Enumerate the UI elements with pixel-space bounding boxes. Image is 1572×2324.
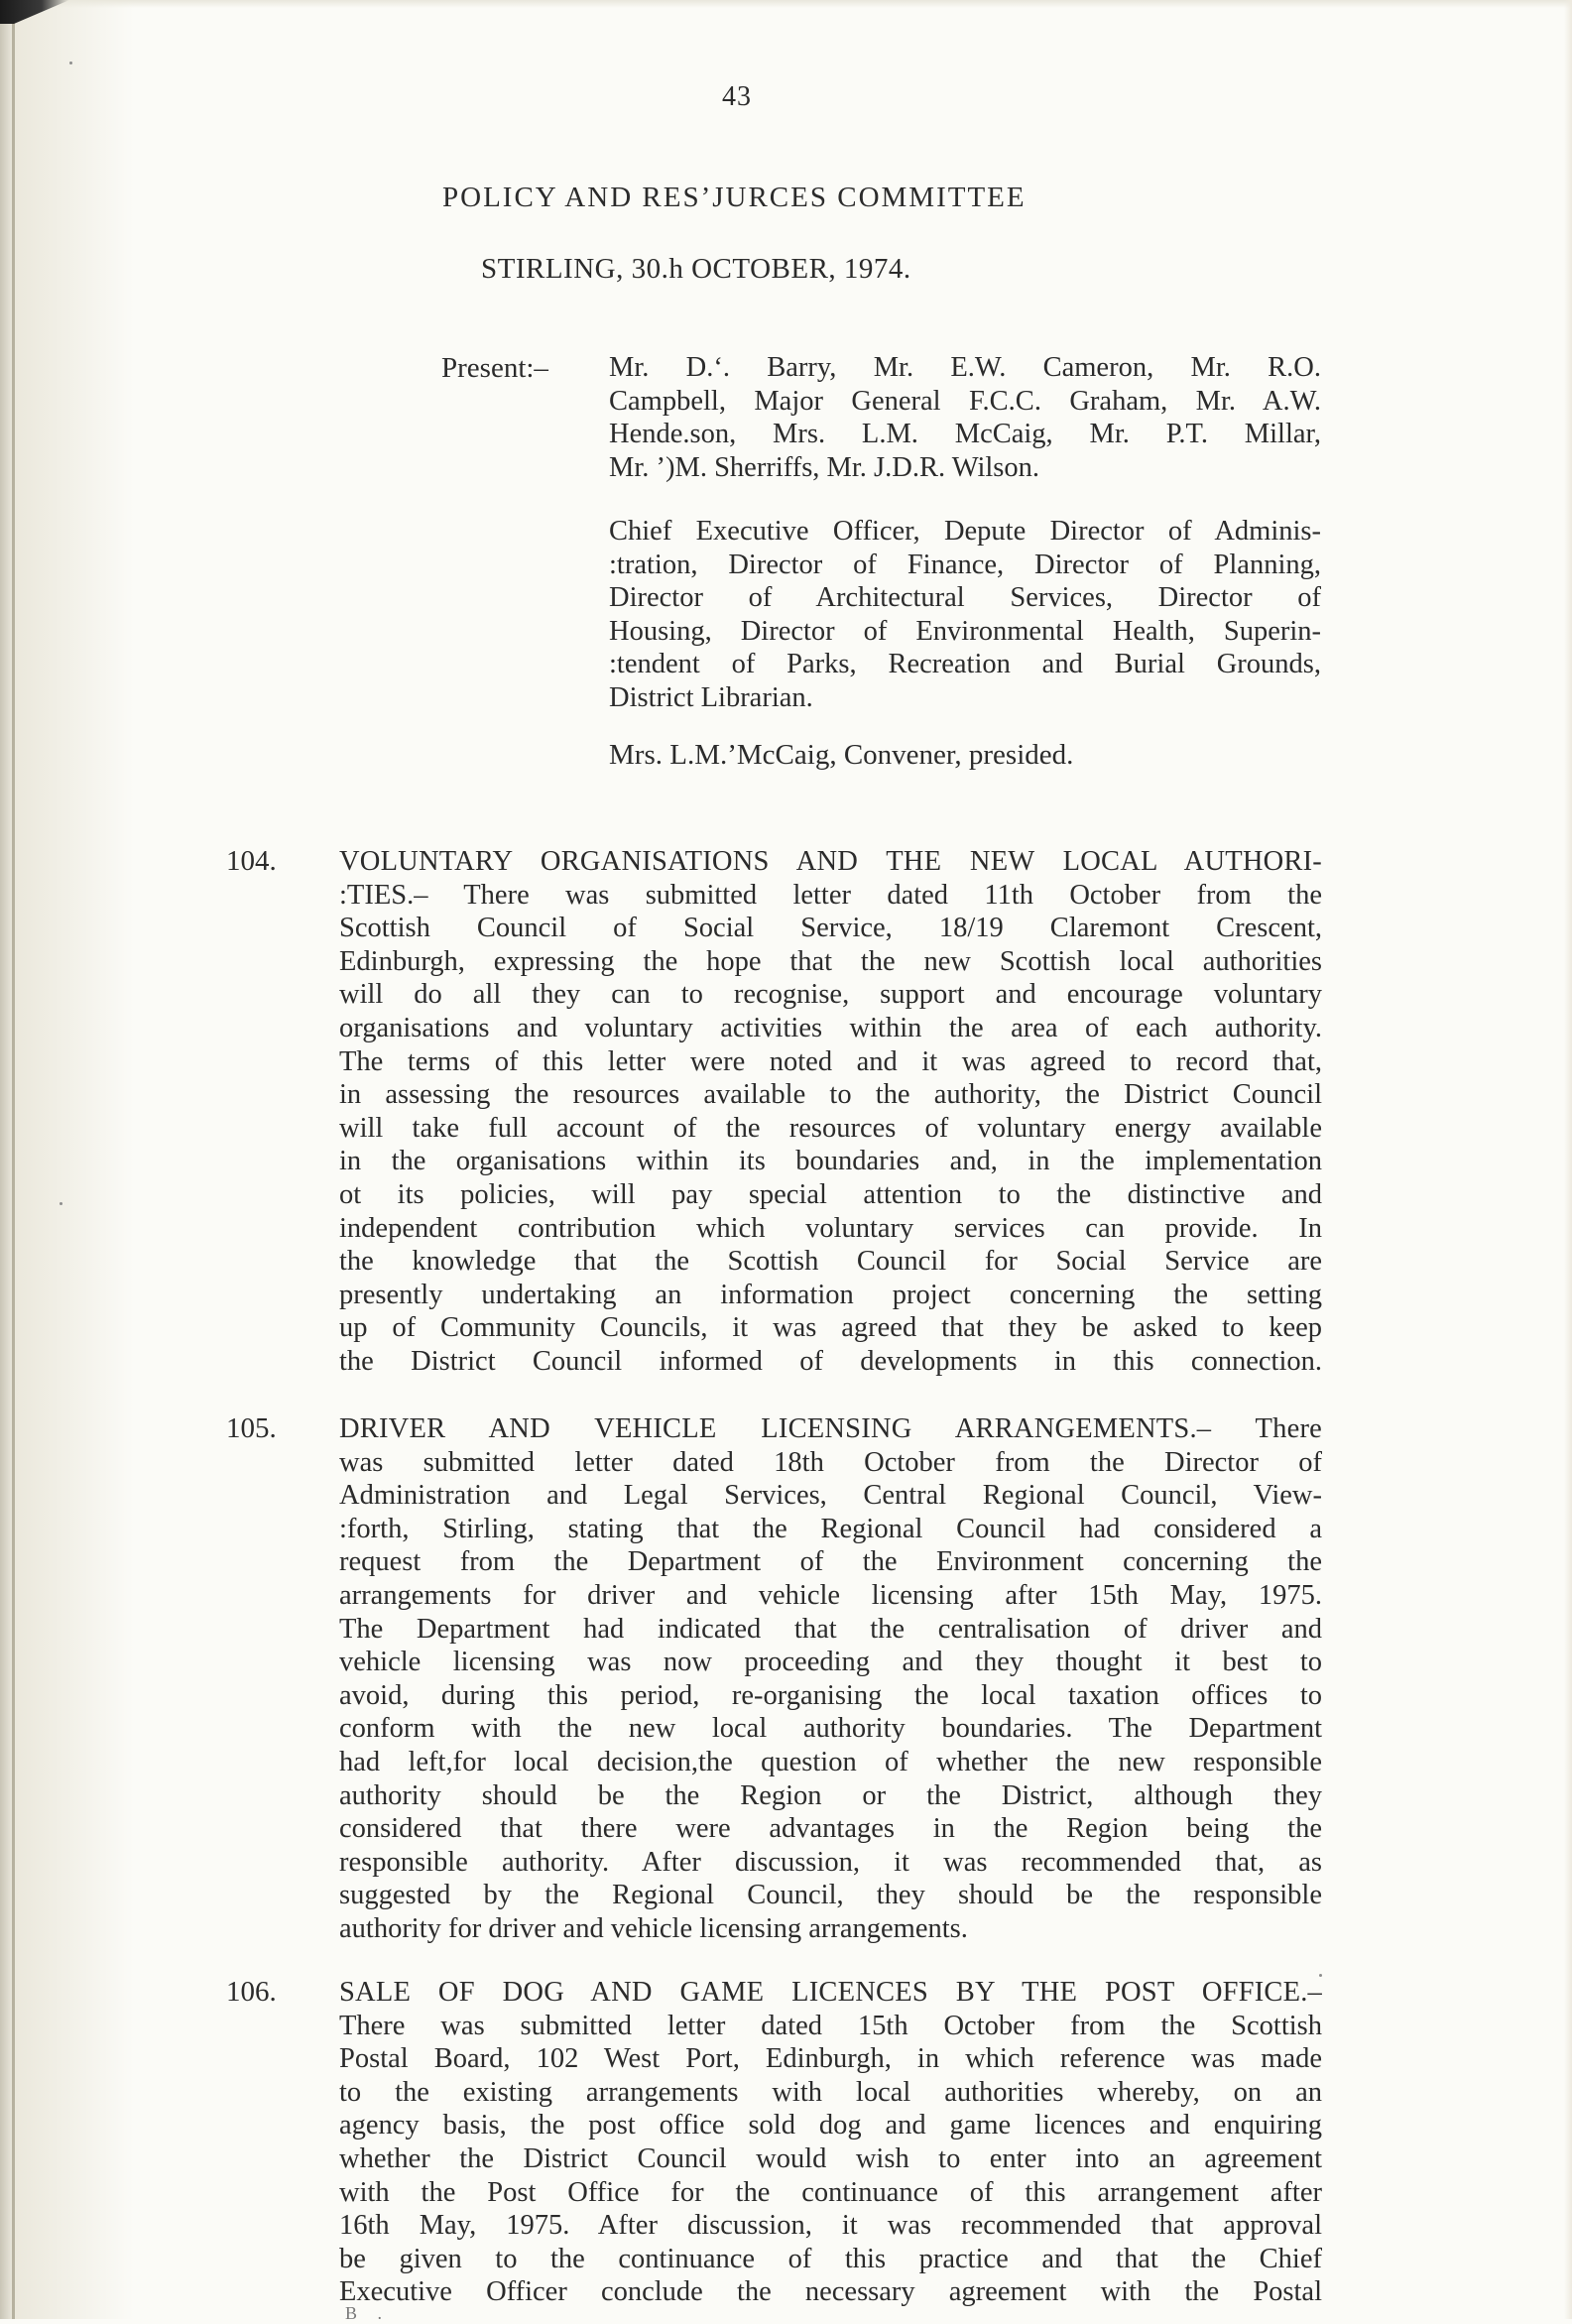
scan-speck bbox=[60, 1202, 62, 1205]
item-line: There was submitted letter dated 15th October from the Scottish bbox=[339, 2010, 1322, 2041]
scan-speck bbox=[1319, 1974, 1322, 1977]
committee-title: POLICY AND RES’JURCES COMMITTEE bbox=[442, 182, 1027, 213]
cutoff-text-fragment: B . bbox=[345, 2303, 391, 2323]
item-line: will take full account of the resources of voluntary energy available bbox=[339, 1112, 1322, 1144]
item-line: the District Council informed of developments in this connection. bbox=[339, 1345, 1322, 1377]
members-line: Mr. ’)M. Sherriffs, Mr. J.D.R. Wilson. bbox=[609, 451, 1040, 483]
item-line: :forth, Stirling, stating that the Regional Council had considered a bbox=[339, 1513, 1322, 1544]
page-number: 43 bbox=[722, 81, 752, 112]
officers-line: Housing, Director of Environmental Health, Superin- bbox=[609, 615, 1321, 647]
minute-item-104 bbox=[339, 845, 1322, 1379]
item-line: organisations and voluntary activities within the area of each authority. bbox=[339, 1012, 1322, 1043]
item-line: the knowledge that the Scottish Council for Social Service are bbox=[339, 1246, 1322, 1278]
item-heading: VOLUNTARY ORGANISATIONS AND THE NEW LOCAL AUTHORI- bbox=[339, 846, 1322, 877]
officers-line: :tration, Director of Finance, Director of Planning, bbox=[609, 549, 1321, 580]
item-line: arrangements for driver and vehicle licensing after 15th May, 1975. bbox=[339, 1579, 1322, 1611]
right-edge-shadow bbox=[1564, 0, 1572, 2319]
item-line: :TIES.– There was submitted letter dated 11th October from the bbox=[339, 879, 1322, 911]
item-heading: DRIVER AND VEHICLE LICENSING ARRANGEMENTS.– bbox=[339, 1413, 1212, 1444]
item-line: was submitted letter dated 18th October from the Director of bbox=[339, 1446, 1322, 1478]
item-number-106: 106. bbox=[226, 1976, 277, 2008]
item-line: up of Community Councils, it was agreed that they be asked to keep bbox=[339, 1312, 1322, 1344]
item-line: Postal Board, 102 West Port, Edinburgh, in which reference was made bbox=[339, 2043, 1322, 2075]
minute-item-106 bbox=[339, 1976, 1322, 2309]
members-line: Campbell, Major General F.C.C. Graham, Mr. A.W. bbox=[609, 385, 1321, 417]
item-line: 16th May, 1975. After discussion, it was recommended that approval bbox=[339, 2210, 1322, 2242]
item-line: authority for driver and vehicle licensing arrangements. bbox=[339, 1912, 968, 1944]
officers-present bbox=[609, 515, 1321, 715]
item-heading-trailing: There bbox=[1255, 1413, 1322, 1444]
officers-line: :tendent of Parks, Recreation and Burial Grounds, bbox=[609, 649, 1321, 680]
present-label: Present:– bbox=[441, 352, 548, 384]
officers-line: Chief Executive Officer, Depute Director of Adminis- bbox=[609, 516, 1321, 547]
item-heading: SALE OF DOG AND GAME LICENCES BY THE POST OFFICE.– bbox=[339, 1977, 1322, 2008]
presided-line: Mrs. L.M.’McCaig, Convener, presided. bbox=[609, 739, 1074, 771]
item-line: The Department had indicated that the centralisation of driver and bbox=[339, 1613, 1322, 1645]
scan-speck bbox=[69, 61, 72, 64]
item-line: request from the Department of the Environment concerning the bbox=[339, 1546, 1322, 1578]
item-line: responsible authority. After discussion, it was recommended that, as bbox=[339, 1846, 1322, 1878]
item-heading-line bbox=[339, 1412, 1322, 1446]
item-number-105: 105. bbox=[226, 1412, 277, 1444]
item-line: will do all they can to recognise, support and encourage voluntary bbox=[339, 979, 1322, 1011]
members-line: Mr. D.ʻ. Barry, Mr. E.W. Cameron, Mr. R.O. bbox=[609, 352, 1321, 383]
item-line: avoid, during this period, re-organising the local taxation offices to bbox=[339, 1679, 1322, 1711]
officers-line: District Librarian. bbox=[609, 681, 813, 713]
item-line: Scottish Council of Social Service, 18/19 Claremont Crescent, bbox=[339, 913, 1322, 944]
item-line: ot its policies, will pay special attention to the distinctive and bbox=[339, 1178, 1322, 1210]
item-line: Administration and Legal Services, Central Regional Council, View- bbox=[339, 1480, 1322, 1512]
item-line: whether the District Council would wish to enter into an agreement bbox=[339, 2142, 1322, 2174]
item-line: vehicle licensing was now proceeding and they thought it best to bbox=[339, 1647, 1322, 1678]
convener-presided bbox=[609, 739, 1321, 773]
item-line: be given to the continuance of this practice and that the Chief bbox=[339, 2243, 1322, 2274]
members-line: Hende.son, Mrs. L.M. McCaig, Mr. P.T. Millar, bbox=[609, 419, 1321, 450]
item-line: in assessing the resources available to the authority, the District Council bbox=[339, 1079, 1322, 1111]
item-line: Executive Officer conclude the necessary agreement with the Postal bbox=[339, 2276, 1322, 2308]
meeting-place-date: STIRLING, 30.h OCTOBER, 1974. bbox=[481, 253, 911, 285]
item-line: agency basis, the post office sold dog and game licences and enquiring bbox=[339, 2110, 1322, 2141]
item-line: independent contribution which voluntary services can provide. In bbox=[339, 1212, 1322, 1244]
item-line: considered that there were advantages in the Region being the bbox=[339, 1813, 1322, 1845]
members-present bbox=[609, 351, 1321, 484]
item-line: had left,for local decision,the question of whether the new responsible bbox=[339, 1746, 1322, 1777]
item-line: to the existing arrangements with local authorities whereby, on an bbox=[339, 2076, 1322, 2108]
item-line: presently undertaking an information project concerning the setting bbox=[339, 1279, 1322, 1310]
item-line: authority should be the Region or the District, although they bbox=[339, 1779, 1322, 1811]
gutter-shadow bbox=[15, 0, 134, 2319]
item-line: suggested by the Regional Council, they should be the responsible bbox=[339, 1880, 1322, 1911]
book-spine bbox=[0, 0, 12, 2319]
minute-item-105 bbox=[339, 1412, 1322, 1946]
item-line: in the organisations within its boundaries and, in the implementation bbox=[339, 1146, 1322, 1177]
top-edge-shadow bbox=[0, 0, 1572, 8]
officers-line: Director of Architectural Services, Director of bbox=[609, 582, 1321, 614]
item-line: with the Post Office for the continuance of this arrangement after bbox=[339, 2176, 1322, 2208]
item-line: conform with the new local authority boundaries. The Department bbox=[339, 1713, 1322, 1745]
item-line: The terms of this letter were noted and it was agreed to record that, bbox=[339, 1045, 1322, 1077]
item-line: Edinburgh, expressing the hope that the new Scottish local authorities bbox=[339, 945, 1322, 977]
item-number-104: 104. bbox=[226, 845, 277, 877]
